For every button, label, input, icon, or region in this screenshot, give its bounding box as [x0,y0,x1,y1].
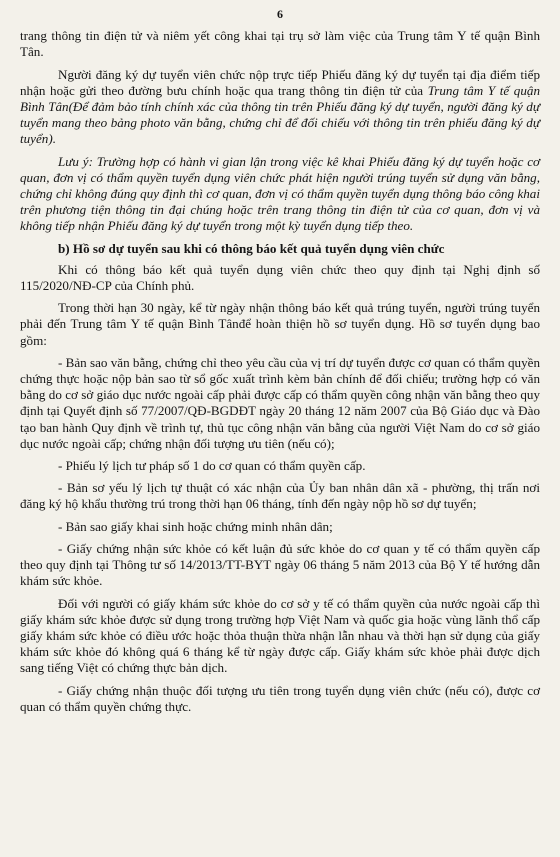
list-item: - Bản sao giấy khai sinh hoặc chứng minh nhân dân; [58,518,333,534]
submission-text: Người đăng ký dự tuyển viên chức nộp trực tiếp Phiếu đăng ký dự tuyển tại địa điểm tiếp nhận hoặc gửi theo đường bưu chính hoặc qua trang thông tin điện tử của [20,66,540,98]
submission-italic-text: Trung tâm Y tế quận Bình Tân(Để đảm bảo tính chính xác của thông tin trên Phiếu đăng ký dự tuyển, người đăng ký dự tuyển mang theo bảng photo văn bằng, chứng chỉ để đối chiếu với thông tin trên phiếu đăng ký dự tuyển). [20,82,540,147]
paragraph-note: Lưu ý: Trường hợp có hành vi gian lận trong việc kê khai Phiếu đăng ký dự tuyển hoặc cơ quan, đơn vị có thẩm quyền tuyển dụng viên chức phát hiện người trúng tuyển sử dụng văn bằng, chứng chỉ không đúng quy định thì cơ quan, đơn vị có thẩm quyền tuyển dụng thông báo công khai trên phương tiện thông tin đại chúng hoặc trên trang thông tin điện tử của cơ quan, đơn vị và không tiếp nhận Phiếu đăng ký dự tuyển trong một kỳ tuyển dụng tiếp theo. [20,153,540,234]
list-item: Đối với người có giấy khám sức khỏe do cơ sở y tế có thẩm quyền của nước ngoài cấp thì giấy khám sức khỏe được sử dụng trong trường hợp Việt Nam và quốc gia hoặc vùng lãnh thổ cấp giấy khám sức khỏe có điều ước hoặc thỏa thuận thừa nhận lẫn nhau và thời hạn sử dụng của giấy khám sức khỏe đó không quá 6 tháng kể từ ngày được cấp. Giấy khám sức khỏe phải được dịch sang tiếng Việt có chứng thực bản dịch. [20,595,540,676]
paragraph-top: trang thông tin điện tử và niêm yết công khai tại trụ sở làm việc của Trung tâm Y tế quận Bình Tân. [20,28,540,60]
paragraph-submission [20,67,540,148]
page-number: 6 [277,7,283,21]
list-item: - Giấy chứng nhận sức khỏe có kết luận đủ sức khỏe do cơ quan y tế có thẩm quyền cấp theo quy định tại Thông tư số 14/2013/TT-BYT ngày 06 tháng 5 năm 2013 của Bộ Y tế hướng dẫn khám sức khỏe. [20,540,540,589]
paragraph-deadline: Trong thời hạn 30 ngày, kể từ ngày nhận thông báo kết quả trúng tuyển, người trúng tuyển phải đến Trung tâm Y tế quận Bình Tânđể hoàn thiện hồ sơ tuyển dụng. Hồ sơ tuyển dụng bao gồm: [20,300,540,348]
list-item: - Bản sơ yếu lý lịch tự thuật có xác nhận của Ủy ban nhân dân xã - phường, thị trấn nơi đăng ký hộ khẩu thường trú trong thời hạn 06 tháng, tính đến ngày nộp hồ sơ dự tuyển; [20,480,540,512]
section-heading-b: b) Hồ sơ dự tuyển sau khi có thông báo kết quả tuyển dụng viên chức [58,240,445,256]
paragraph-decree: Khi có thông báo kết quả tuyển dụng viên chức theo quy định tại Nghị định số 115/2020/NĐ-CP của Chính phủ. [20,261,540,294]
list-item: - Giấy chứng nhận thuộc đối tượng ưu tiên trong tuyển dụng viên chức (nếu có), được cơ quan có thẩm quyền chứng thực. [20,682,540,714]
list-item: - Bản sao văn bằng, chứng chỉ theo yêu cầu của vị trí dự tuyển được cơ quan có thẩm quyền chứng thực hoặc nộp bản sao từ sổ gốc xuất trình kèm bản chính để đối chiếu; trường hợp có văn bằng do cơ sở giáo dục nước ngoài cấp phải được cấp có thẩm quyền công nhận văn bằng theo quy định tại Quyết định số 77/2007/QĐ-BGDĐT ngày 20 tháng 12 năm 2007 của Bộ Giáo dục và Đào tạo ban hành Quy định về trình tự, thủ tục công nhận văn bằng của người Việt Nam do cơ sở giáo dục nước ngoài cấp; chứng nhận đối tượng ưu tiên (nếu có); [20,354,541,451]
list-item: - Phiếu lý lịch tư pháp số 1 do cơ quan có thẩm quyền cấp. [58,458,366,474]
